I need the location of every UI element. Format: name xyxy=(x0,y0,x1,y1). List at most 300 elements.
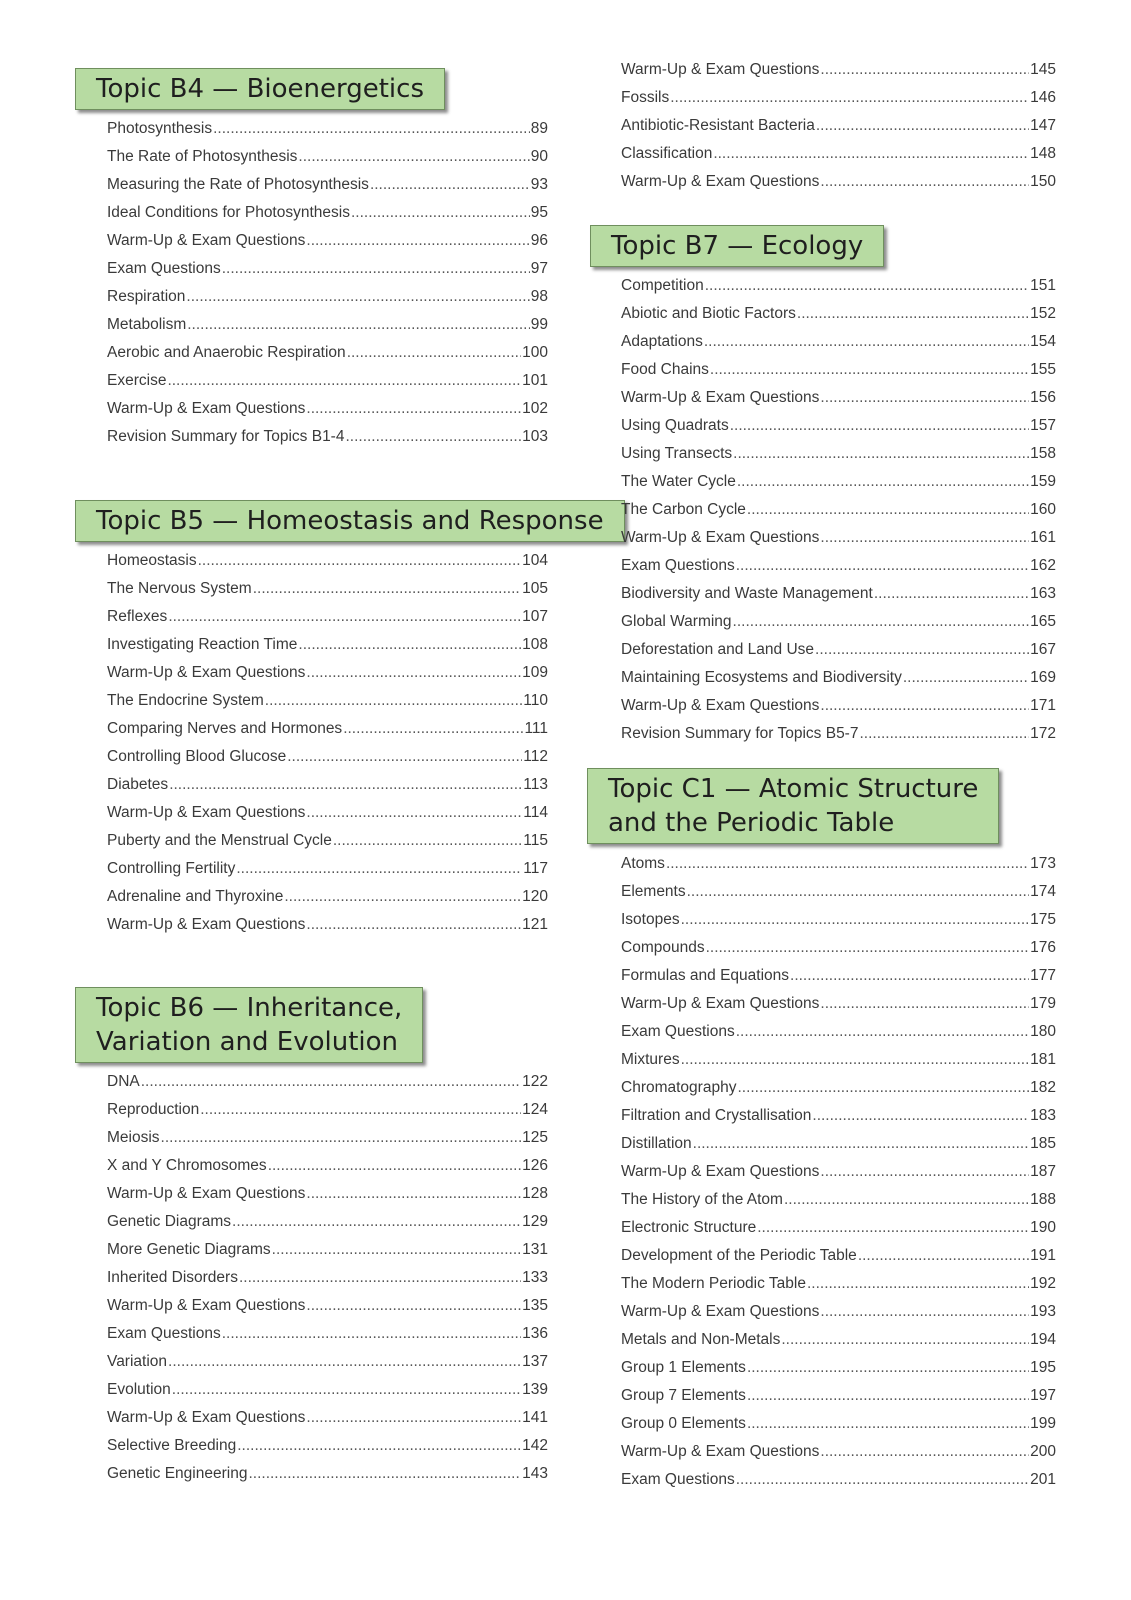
section-heading-b5 xyxy=(75,500,625,542)
toc-entry xyxy=(621,613,1056,641)
toc-entry-page: 146 xyxy=(1030,89,1056,106)
dot-leader xyxy=(790,967,1029,985)
toc-entry-title: Warm-Up & Exam Questions xyxy=(621,1163,820,1180)
dot-leader xyxy=(820,995,1029,1013)
toc-entry-title: Antibiotic-Resistant Bacteria xyxy=(621,117,815,134)
toc-entry xyxy=(621,1387,1056,1415)
toc-entry xyxy=(621,1219,1056,1247)
toc-entry-title: More Genetic Diagrams xyxy=(107,1241,271,1258)
toc-entry-page: 151 xyxy=(1030,277,1056,294)
toc-entry-title: Chromatography xyxy=(621,1079,737,1096)
toc-entry-page: 145 xyxy=(1030,61,1056,78)
toc-entry xyxy=(621,697,1056,725)
dot-leader xyxy=(370,176,530,194)
toc-entry-title: Controlling Blood Glucose xyxy=(107,748,287,765)
entry-list-b6-continued xyxy=(621,61,1056,201)
toc-entry xyxy=(107,1073,548,1101)
toc-entry xyxy=(621,939,1056,967)
toc-entry xyxy=(621,725,1056,753)
dot-leader xyxy=(198,552,522,570)
toc-entry-page: 162 xyxy=(1030,557,1056,574)
dot-leader xyxy=(733,613,1030,631)
toc-entry-page: 102 xyxy=(522,400,548,417)
toc-entry-page: 174 xyxy=(1030,883,1056,900)
toc-entry-page: 93 xyxy=(530,176,548,193)
toc-entry-page: 201 xyxy=(1030,1471,1056,1488)
toc-entry-page: 187 xyxy=(1030,1163,1056,1180)
toc-entry-title: Elements xyxy=(621,883,686,900)
dot-leader xyxy=(265,692,522,710)
toc-entry-page: 135 xyxy=(522,1297,548,1314)
section-heading-line: Topic B4 — Bioenergetics xyxy=(96,74,424,104)
toc-entry xyxy=(621,445,1056,473)
toc-entry-page: 176 xyxy=(1030,939,1056,956)
toc-entry xyxy=(107,748,548,776)
toc-entry xyxy=(107,552,548,580)
toc-entry-page: 155 xyxy=(1030,361,1056,378)
toc-entry-title: The Modern Periodic Table xyxy=(621,1275,806,1292)
toc-entry xyxy=(621,417,1056,445)
toc-entry-page: 172 xyxy=(1030,725,1056,742)
toc-entry-page: 181 xyxy=(1030,1051,1056,1068)
dot-leader xyxy=(306,1185,521,1203)
toc-entry-page: 101 xyxy=(522,372,548,389)
toc-entry-page: 158 xyxy=(1030,445,1056,462)
entry-list-b6 xyxy=(107,1073,548,1493)
toc-entry-page: 133 xyxy=(522,1269,548,1286)
dot-leader xyxy=(784,1191,1029,1209)
toc-entry xyxy=(621,1359,1056,1387)
toc-entry-title: Exam Questions xyxy=(621,557,735,574)
toc-entry xyxy=(107,232,548,260)
toc-entry-page: 167 xyxy=(1030,641,1056,658)
dot-leader xyxy=(874,585,1029,603)
toc-entry-title: Warm-Up & Exam Questions xyxy=(107,804,306,821)
entry-list-c1 xyxy=(621,855,1056,1499)
toc-entry xyxy=(107,1185,548,1213)
dot-leader xyxy=(693,1135,1029,1153)
toc-entry xyxy=(621,995,1056,1023)
dot-leader xyxy=(737,1079,1029,1097)
toc-entry-page: 163 xyxy=(1030,585,1056,602)
toc-entry xyxy=(107,120,548,148)
dot-leader xyxy=(820,1303,1029,1321)
toc-entry xyxy=(621,145,1056,173)
toc-entry xyxy=(621,1331,1056,1359)
toc-entry-page: 95 xyxy=(530,204,548,221)
toc-entry xyxy=(621,1303,1056,1331)
dot-leader xyxy=(666,855,1029,873)
toc-entry xyxy=(621,1051,1056,1079)
toc-entry-title: DNA xyxy=(107,1073,140,1090)
toc-entry-title: Reflexes xyxy=(107,608,168,625)
entry-list-b7 xyxy=(621,277,1056,753)
toc-entry xyxy=(621,305,1056,333)
toc-entry xyxy=(621,529,1056,557)
toc-entry-title: Exam Questions xyxy=(107,260,221,277)
toc-entry-title: Isotopes xyxy=(621,911,680,928)
dot-leader xyxy=(736,1471,1029,1489)
dot-leader xyxy=(167,372,521,390)
dot-leader xyxy=(705,277,1029,295)
toc-entry-title: Compounds xyxy=(621,939,705,956)
toc-entry-title: Metabolism xyxy=(107,316,187,333)
toc-entry xyxy=(107,832,548,860)
toc-entry xyxy=(621,669,1056,697)
toc-entry-page: 103 xyxy=(522,428,548,445)
toc-entry-page: 108 xyxy=(522,636,548,653)
toc-entry-title: Aerobic and Anaerobic Respiration xyxy=(107,344,346,361)
toc-entry-page: 110 xyxy=(523,692,548,709)
toc-entry xyxy=(107,608,548,636)
toc-entry-page: 115 xyxy=(523,832,548,849)
toc-entry-page: 112 xyxy=(523,748,548,765)
toc-entry xyxy=(107,428,548,456)
toc-entry xyxy=(107,1213,548,1241)
dot-leader xyxy=(347,344,521,362)
toc-entry xyxy=(107,1381,548,1409)
dot-leader xyxy=(757,1219,1029,1237)
toc-entry-page: 195 xyxy=(1030,1359,1056,1376)
toc-entry xyxy=(107,1297,548,1325)
toc-entry-title: Warm-Up & Exam Questions xyxy=(107,1409,306,1426)
toc-entry-title: Warm-Up & Exam Questions xyxy=(107,232,306,249)
toc-entry xyxy=(621,117,1056,145)
toc-entry-page: 142 xyxy=(522,1437,548,1454)
dot-leader xyxy=(333,832,522,850)
toc-entry-page: 111 xyxy=(524,720,548,737)
toc-entry xyxy=(107,1269,548,1297)
toc-entry xyxy=(621,389,1056,417)
toc-entry xyxy=(621,855,1056,883)
toc-entry xyxy=(621,585,1056,613)
toc-entry xyxy=(107,720,548,748)
dot-leader xyxy=(815,641,1029,659)
toc-entry-page: 136 xyxy=(522,1325,548,1342)
toc-entry xyxy=(621,89,1056,117)
toc-entry-page: 175 xyxy=(1030,911,1056,928)
dot-leader xyxy=(730,417,1029,435)
dot-leader xyxy=(161,1129,522,1147)
toc-entry xyxy=(107,1129,548,1157)
toc-entry xyxy=(107,372,548,400)
toc-entry-page: 97 xyxy=(530,260,548,277)
toc-entry xyxy=(621,1191,1056,1219)
toc-entry-title: Respiration xyxy=(107,288,186,305)
toc-entry-page: 147 xyxy=(1030,117,1056,134)
toc-entry-title: Metals and Non-Metals xyxy=(621,1331,781,1348)
toc-entry-title: Genetic Engineering xyxy=(107,1465,248,1482)
dot-leader xyxy=(236,860,522,878)
toc-entry-title: Development of the Periodic Table xyxy=(621,1247,857,1264)
toc-entry xyxy=(621,473,1056,501)
toc-entry xyxy=(621,501,1056,529)
toc-entry xyxy=(107,1409,548,1437)
toc-entry xyxy=(621,1163,1056,1191)
toc-entry xyxy=(107,1353,548,1381)
toc-entry-title: Warm-Up & Exam Questions xyxy=(107,916,306,933)
toc-entry xyxy=(107,1465,548,1493)
toc-entry-page: 128 xyxy=(522,1185,548,1202)
dot-leader xyxy=(186,288,529,306)
toc-entry-title: Comparing Nerves and Hormones xyxy=(107,720,343,737)
section-heading-line: Topic B6 — Inheritance, xyxy=(96,993,403,1023)
toc-entry-title: Classification xyxy=(621,145,713,162)
dot-leader xyxy=(222,1325,521,1343)
dot-leader xyxy=(747,1387,1029,1405)
toc-entry-page: 122 xyxy=(522,1073,548,1090)
dot-leader xyxy=(820,173,1029,191)
dot-leader xyxy=(670,89,1029,107)
toc-entry-title: Selective Breeding xyxy=(107,1437,237,1454)
toc-entry xyxy=(621,883,1056,911)
toc-entry-page: 177 xyxy=(1030,967,1056,984)
toc-entry-title: Food Chains xyxy=(621,361,709,378)
toc-entry-title: Adaptations xyxy=(621,333,703,350)
dot-leader xyxy=(306,232,529,250)
toc-entry-page: 150 xyxy=(1030,173,1056,190)
dot-leader xyxy=(343,720,523,738)
toc-entry xyxy=(621,173,1056,201)
toc-entry-page: 109 xyxy=(522,664,548,681)
section-heading-line: Topic B7 — Ecology xyxy=(611,231,864,261)
toc-entry-page: 107 xyxy=(522,608,548,625)
dot-leader xyxy=(736,557,1029,575)
dot-leader xyxy=(797,305,1029,323)
toc-entry-page: 188 xyxy=(1030,1191,1056,1208)
toc-entry-title: Ideal Conditions for Photosynthesis xyxy=(107,204,350,221)
toc-entry-page: 183 xyxy=(1030,1107,1056,1124)
toc-entry xyxy=(107,148,548,176)
toc-entry-page: 169 xyxy=(1030,669,1056,686)
toc-entry-title: Revision Summary for Topics B5-7 xyxy=(621,725,859,742)
toc-entry-page: 117 xyxy=(523,860,548,877)
dot-leader xyxy=(820,1443,1029,1461)
toc-entry xyxy=(621,1135,1056,1163)
toc-entry-page: 125 xyxy=(522,1129,548,1146)
toc-entry-title: Controlling Fertility xyxy=(107,860,236,877)
dot-leader xyxy=(351,204,530,222)
toc-entry xyxy=(621,1471,1056,1499)
toc-entry-page: 98 xyxy=(530,288,548,305)
toc-entry-title: Evolution xyxy=(107,1381,171,1398)
toc-entry xyxy=(621,1079,1056,1107)
toc-entry-title: Diabetes xyxy=(107,776,169,793)
toc-entry-title: Abiotic and Biotic Factors xyxy=(621,305,796,322)
toc-entry xyxy=(107,260,548,288)
toc-entry-page: 200 xyxy=(1030,1443,1056,1460)
toc-entry-title: Measuring the Rate of Photosynthesis xyxy=(107,176,369,193)
toc-entry xyxy=(107,916,548,944)
toc-entry-title: Biodiversity and Waste Management xyxy=(621,585,873,602)
dot-leader xyxy=(812,1107,1029,1125)
toc-entry-page: 182 xyxy=(1030,1079,1056,1096)
dot-leader xyxy=(169,776,522,794)
toc-entry-page: 121 xyxy=(522,916,548,933)
toc-entry-title: X and Y Chromosomes xyxy=(107,1157,267,1174)
toc-entry-page: 100 xyxy=(522,344,548,361)
toc-entry xyxy=(107,860,548,888)
dot-leader xyxy=(820,1163,1029,1181)
dot-leader xyxy=(713,145,1029,163)
toc-entry-title: Deforestation and Land Use xyxy=(621,641,815,658)
dot-leader xyxy=(306,804,522,822)
toc-entry-page: 179 xyxy=(1030,995,1056,1012)
dot-leader xyxy=(706,939,1030,957)
toc-entry-page: 165 xyxy=(1030,613,1056,630)
dot-leader xyxy=(306,664,521,682)
toc-entry-page: 159 xyxy=(1030,473,1056,490)
dot-leader xyxy=(168,608,521,626)
toc-entry-title: Warm-Up & Exam Questions xyxy=(621,697,820,714)
toc-entry-page: 171 xyxy=(1030,697,1056,714)
toc-entry-page: 161 xyxy=(1030,529,1056,546)
toc-entry-page: 120 xyxy=(522,888,548,905)
dot-leader xyxy=(287,748,522,766)
toc-entry-title: Exercise xyxy=(107,372,167,389)
toc-entry-page: 126 xyxy=(522,1157,548,1174)
toc-entry-page: 96 xyxy=(530,232,548,249)
toc-entry xyxy=(621,1247,1056,1275)
dot-leader xyxy=(681,911,1030,929)
toc-entry-title: Warm-Up & Exam Questions xyxy=(107,664,306,681)
dot-leader xyxy=(248,1465,521,1483)
toc-entry-title: The Nervous System xyxy=(107,580,252,597)
section-heading-b6 xyxy=(75,987,423,1063)
section-heading-line: and the Periodic Table xyxy=(608,808,895,838)
dot-leader xyxy=(284,888,521,906)
toc-entry xyxy=(107,204,548,232)
toc-entry-page: 192 xyxy=(1030,1275,1056,1292)
section-heading-line: Topic C1 — Atomic Structure xyxy=(608,774,979,804)
toc-entry-page: 99 xyxy=(530,316,548,333)
toc-entry-page: 143 xyxy=(522,1465,548,1482)
toc-entry-page: 113 xyxy=(523,776,548,793)
dot-leader xyxy=(345,428,521,446)
toc-entry-title: Fossils xyxy=(621,89,670,106)
toc-entry xyxy=(621,1443,1056,1471)
toc-entry xyxy=(107,1241,548,1269)
toc-entry-page: 90 xyxy=(530,148,548,165)
toc-entry-title: Investigating Reaction Time xyxy=(107,636,298,653)
dot-leader xyxy=(736,1023,1029,1041)
toc-entry xyxy=(107,344,548,372)
toc-entry xyxy=(621,277,1056,305)
toc-entry-page: 173 xyxy=(1030,855,1056,872)
toc-entry xyxy=(107,316,548,344)
dot-leader xyxy=(141,1073,521,1091)
toc-entry xyxy=(621,1023,1056,1051)
toc-entry xyxy=(621,361,1056,389)
toc-entry-title: Warm-Up & Exam Questions xyxy=(621,389,820,406)
toc-entry xyxy=(107,400,548,428)
section-heading-line: Topic B5 — Homeostasis and Response xyxy=(96,506,604,536)
toc-entry xyxy=(621,1415,1056,1443)
toc-entry-page: 157 xyxy=(1030,417,1056,434)
toc-entry xyxy=(107,776,548,804)
toc-entry xyxy=(621,1275,1056,1303)
toc-entry-page: 197 xyxy=(1030,1387,1056,1404)
entry-list-b5 xyxy=(107,552,548,944)
dot-leader xyxy=(903,669,1029,687)
dot-leader xyxy=(859,725,1029,743)
toc-entry-page: 180 xyxy=(1030,1023,1056,1040)
toc-entry xyxy=(107,580,548,608)
dot-leader xyxy=(306,1297,521,1315)
toc-entry-title: Exam Questions xyxy=(621,1471,735,1488)
dot-leader xyxy=(298,636,521,654)
dot-leader xyxy=(172,1381,521,1399)
dot-leader xyxy=(222,260,530,278)
toc-entry-page: 190 xyxy=(1030,1219,1056,1236)
toc-entry-page: 193 xyxy=(1030,1303,1056,1320)
toc-entry-title: Atoms xyxy=(621,855,665,872)
toc-entry-page: 114 xyxy=(523,804,548,821)
dot-leader xyxy=(253,580,521,598)
toc-entry-title: Distillation xyxy=(621,1135,692,1152)
toc-entry-title: Warm-Up & Exam Questions xyxy=(621,529,820,546)
toc-entry-page: 137 xyxy=(522,1353,548,1370)
toc-entry-title: The History of the Atom xyxy=(621,1191,783,1208)
dot-leader xyxy=(820,529,1029,547)
toc-entry-title: Warm-Up & Exam Questions xyxy=(621,1303,820,1320)
toc-entry-title: Meiosis xyxy=(107,1129,160,1146)
toc-entry-title: Warm-Up & Exam Questions xyxy=(621,995,820,1012)
toc-entry xyxy=(107,888,548,916)
dot-leader xyxy=(168,1353,521,1371)
toc-entry xyxy=(621,557,1056,585)
dot-leader xyxy=(298,148,529,166)
toc-entry-title: Warm-Up & Exam Questions xyxy=(107,1185,306,1202)
dot-leader xyxy=(704,333,1029,351)
dot-leader xyxy=(747,1359,1029,1377)
toc-entry xyxy=(107,804,548,832)
toc-entry-title: Warm-Up & Exam Questions xyxy=(621,61,820,78)
toc-entry xyxy=(107,1325,548,1353)
toc-entry-page: 148 xyxy=(1030,145,1056,162)
section-heading-b4 xyxy=(75,68,445,110)
toc-entry-page: 124 xyxy=(522,1101,548,1118)
toc-entry-title: Variation xyxy=(107,1353,168,1370)
dot-leader xyxy=(681,1051,1030,1069)
dot-leader xyxy=(747,501,1029,519)
dot-leader xyxy=(820,389,1029,407)
toc-entry-title: Formulas and Equations xyxy=(621,967,790,984)
section-heading-b7 xyxy=(590,225,884,267)
dot-leader xyxy=(306,916,521,934)
toc-entry-page: 191 xyxy=(1030,1247,1056,1264)
toc-entry-page: 139 xyxy=(522,1381,548,1398)
toc-entry-title: Homeostasis xyxy=(107,552,197,569)
dot-leader xyxy=(737,473,1029,491)
toc-entry-title: Electronic Structure xyxy=(621,1219,757,1236)
toc-entry-page: 156 xyxy=(1030,389,1056,406)
dot-leader xyxy=(747,1415,1029,1433)
toc-entry-title: Warm-Up & Exam Questions xyxy=(621,173,820,190)
toc-entry-title: Exam Questions xyxy=(621,1023,735,1040)
toc-entry-title: Filtration and Crystallisation xyxy=(621,1107,812,1124)
dot-leader xyxy=(237,1437,521,1455)
dot-leader xyxy=(858,1247,1029,1265)
dot-leader xyxy=(687,883,1030,901)
toc-entry xyxy=(107,1437,548,1465)
toc-entry-page: 199 xyxy=(1030,1415,1056,1432)
dot-leader xyxy=(272,1241,521,1259)
toc-entry-title: Group 7 Elements xyxy=(621,1387,746,1404)
toc-entry xyxy=(107,1157,548,1185)
toc-entry-page: 131 xyxy=(522,1241,548,1258)
toc-entry-page: 141 xyxy=(522,1409,548,1426)
